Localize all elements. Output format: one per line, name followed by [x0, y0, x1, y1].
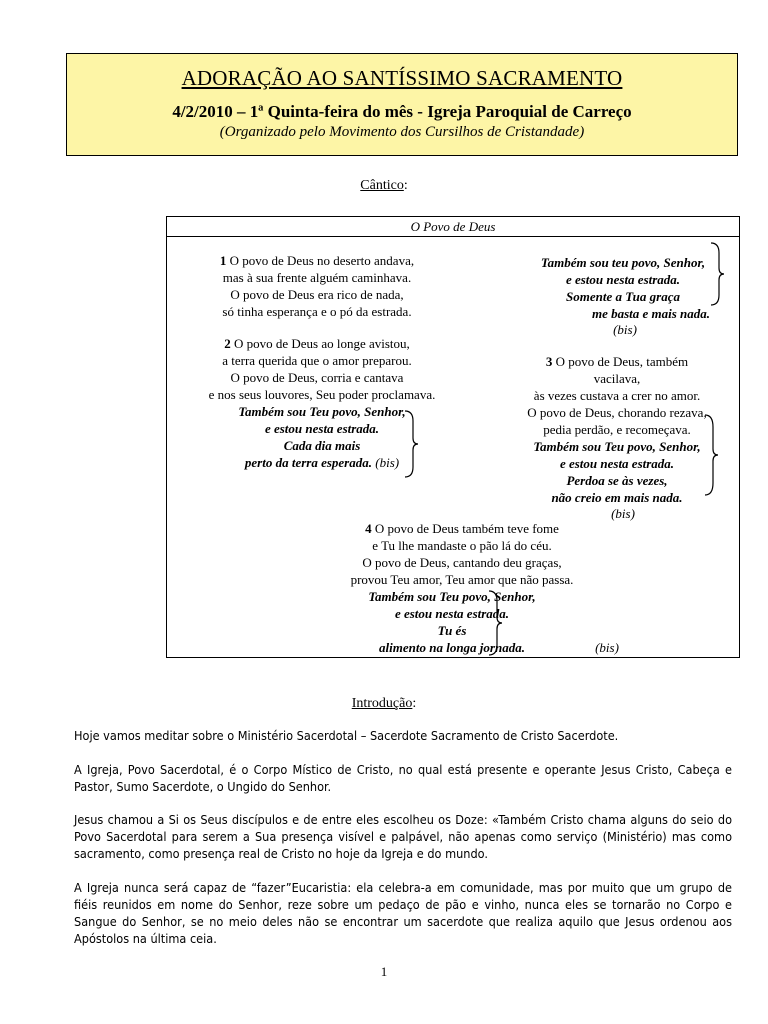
document-title: ADORAÇÃO AO SANTÍSSIMO SACRAMENTO	[181, 66, 623, 90]
paragraph-4: A Igreja nunca será capaz de “fazer”Eucaristia: ela celebra-a em comunidade, mas por muito que um grupo de fiéis reunidos em nome do Senhor, reze sobre um pedaço de pão e vinho, nunca eles se tornarão no Corpo e Sangue do Senhor, se no meio deles não se encontrar um sacerdote que realiza aquilo que Jesus ordenou aos Apóstolos na última ceia.	[74, 880, 732, 946]
stanza-4-line-4: provou Teu amor, Teu amor que não passa.	[350, 572, 574, 587]
stanza-2-refrain-line-4: perto da terra esperada. (bis)	[244, 455, 400, 470]
paragraph-1: Hoje vamos meditar sobre o Ministério Sacerdotal – Sacerdote Sacramento de Cristo Sacerdote.	[74, 728, 619, 743]
song-title: O Povo de Deus	[167, 217, 739, 237]
refrain-1-line-1: Também sou teu povo, Senhor,	[540, 255, 706, 270]
introducao-heading	[0, 696, 768, 712]
stanza-3-line-4: O povo de Deus, chorando rezava,	[527, 405, 707, 420]
document-organizer-note: (Organizado pelo Movimento dos Cursilhos de Cristandade)	[219, 124, 585, 140]
cantico-label: Cântico	[360, 178, 404, 193]
stanza-2-refrain-line-2: e estou nesta estrada.	[264, 421, 380, 436]
stanza-1-line-1: 1 O povo de Deus no deserto andava,	[219, 253, 415, 268]
header-box	[66, 53, 738, 156]
song-box	[166, 216, 740, 658]
stanza-1-number: 1	[219, 253, 227, 268]
document-subtitle: 4/2/2010 – 1ª Quinta-feira do mês - Igreja Paroquial de Carreço	[172, 102, 632, 121]
stanza-4-refrain-line-2: e estou nesta estrada.	[394, 606, 510, 621]
stanza-1-line-4: só tinha esperança e o pó da estrada.	[222, 304, 412, 319]
refrain-1-bis: (bis)	[613, 322, 637, 337]
stanza-4-line-2: e Tu lhe mandaste o pão lá do céu.	[372, 538, 552, 553]
refrain-1-line-4: me basta e mais nada.	[591, 306, 711, 321]
cantico-heading	[0, 178, 768, 194]
refrain-1-line-2: e estou nesta estrada.	[565, 272, 681, 287]
page-number: 1	[380, 964, 388, 979]
stanza-3-refrain-line-1: Também sou Teu povo, Senhor,	[533, 439, 701, 454]
stanza-4-bis: (bis)	[595, 640, 619, 655]
paragraph-3: Jesus chamou a Si os Seus discípulos e de entre eles escolheu os Doze: «Também Cristo chama alguns do seio do Povo Sacerdotal para serem a Sua presença visível e palpável, não apenas como serviço (Ministério) mas como sacramento, como presença real de Cristo no hoje da Igreja e do mundo.	[74, 812, 732, 861]
stanza-3-line-2: vacilava,	[593, 371, 641, 386]
stanza-2-refrain-line-3: Cada dia mais	[283, 438, 361, 453]
stanza-3-bis: (bis)	[611, 506, 635, 521]
introducao-label: Introdução	[351, 696, 413, 711]
paragraph-2: A Igreja, Povo Sacerdotal, é o Corpo Místico de Cristo, no qual está presente e operante Jesus Cristo, Cabeça e Pastor, Sumo Sacerdote, o Ungido do Senhor.	[74, 762, 732, 794]
stanza-3-line-3: às vezes custava a crer no amor.	[533, 388, 701, 403]
stanza-3-refrain-line-3: Perdoa se às vezes,	[566, 473, 668, 488]
stanza-2-bis: (bis)	[375, 455, 400, 470]
cantico-colon: :	[403, 178, 408, 193]
stanza-3-brace-icon	[703, 413, 719, 497]
stanza-2-refrain-line-1: Também sou Teu povo, Senhor,	[238, 404, 406, 419]
refrain-1-line-3: Somente a Tua graça	[566, 289, 680, 304]
stanza-4-number: 4	[365, 521, 372, 536]
stanza-2-line-3: O povo de Deus, corria e cantava	[230, 370, 404, 385]
stanza-2-line-2: a terra querida que o amor preparou.	[222, 353, 412, 368]
stanza-2-brace-icon	[403, 409, 419, 479]
stanza-4-refrain-line-4: alimento na longa jornada.	[379, 640, 525, 655]
stanza-4-brace-icon	[487, 589, 503, 657]
stanza-4-line-3: O povo de Deus, cantando deu graças,	[362, 555, 562, 570]
stanza-4-line-1: 4 O povo de Deus também teve fome	[365, 521, 559, 536]
stanza-2-line-4: e nos seus louvores, Seu poder proclamava.	[208, 387, 436, 402]
stanza-4-refrain-line-1: Também sou Teu povo, Senhor,	[368, 589, 536, 604]
stanza-2-line-1: 2 O povo de Deus ao longe avistou,	[224, 336, 410, 351]
stanza-3-refrain-line-4: não creio em mais nada.	[551, 490, 683, 505]
stanza-4-refrain-line-3: Tu és	[437, 623, 467, 638]
stanza-3-line-1: 3 O povo de Deus, também	[545, 354, 689, 369]
refrain-1-brace-icon	[709, 241, 725, 307]
stanza-3-number: 3	[545, 354, 553, 369]
introducao-colon: :	[412, 696, 417, 711]
stanza-3-refrain-line-2: e estou nesta estrada.	[559, 456, 675, 471]
stanza-1-line-2: mas à sua frente alguém caminhava.	[222, 270, 412, 285]
stanza-2-number: 2	[224, 336, 231, 351]
stanza-3-line-5: pedia perdão, e recomeçava.	[543, 422, 691, 437]
stanza-1-line-3: O povo de Deus era rico de nada,	[230, 287, 404, 302]
